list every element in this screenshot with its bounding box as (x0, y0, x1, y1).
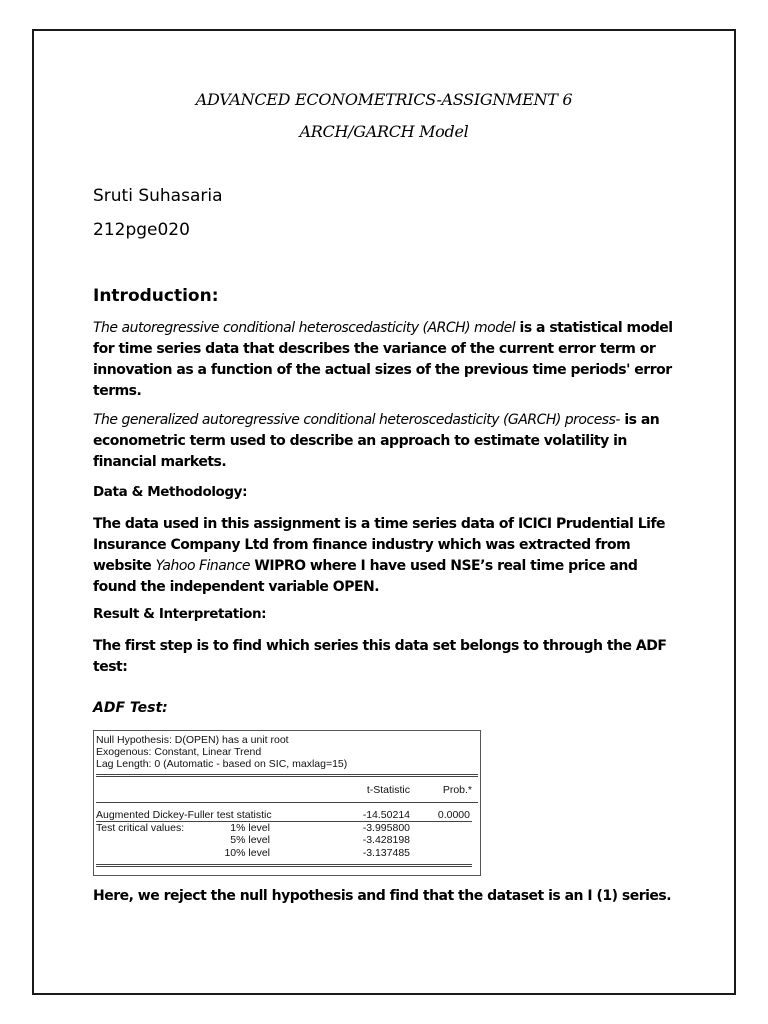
arch-paragraph (93, 318, 673, 402)
adf-statistic-value: -14.50214 (362, 809, 410, 821)
garch-definition: is an econometric term used to describe an approach to estimate volatility in financial markets. (93, 412, 660, 470)
data-source: Yahoo Finance (155, 558, 251, 574)
introduction-heading: Introduction: (93, 286, 219, 306)
arch-term: The autoregressive conditional heteroscedasticity (ARCH) model (93, 320, 516, 336)
null-hypothesis: Null Hypothesis: D(OPEN) has a unit root (96, 734, 289, 746)
author-name: Sruti Suhasaria (93, 186, 223, 206)
adf-statistic-prob: 0.0000 (437, 809, 470, 821)
crit-value: -3.137485 (362, 847, 410, 859)
crit-level: 10% level (224, 847, 270, 859)
adf-statistic-label: Augmented Dickey-Fuller test statistic (96, 809, 272, 821)
crit-level: 1% level (230, 822, 270, 834)
adf-test-output (93, 730, 481, 876)
col-header-prob: Prob.* (442, 784, 472, 796)
data-text-a: The data used in this assignment is a time series data of ICICI Prudential Life Insurance Company Ltd from finance industry which was extracted from website (93, 516, 666, 574)
table-rule-header (96, 802, 478, 803)
critical-values-label: Test critical values: (96, 822, 185, 834)
results-heading: Result & Interpretation: (93, 606, 267, 622)
table-rule-bottom (96, 864, 472, 867)
data-text-b: WIPRO where I have used NSE’s real time price and found the independent variable OPEN. (93, 558, 638, 595)
arch-definition: is a statistical model for time series data that describes the variance of the current error term or innovation as a function of the actual sizes of the previous time periods' error terms. (93, 320, 673, 399)
garch-term: The generalized autoregressive conditional heteroscedasticity (GARCH) process- (93, 412, 620, 428)
document-title: ADVANCED ECONOMETRICS-ASSIGNMENT 6 (195, 90, 573, 109)
adf-test-label: ADF Test: (93, 700, 168, 716)
table-rule-top (96, 774, 478, 777)
garch-paragraph (93, 410, 673, 473)
exogenous: Exogenous: Constant, Linear Trend (96, 746, 262, 758)
data-methodology-heading: Data & Methodology: (93, 484, 248, 500)
crit-value: -3.428198 (362, 834, 410, 846)
col-header-tstat: t-Statistic (366, 784, 410, 796)
document-subtitle: ARCH/GARCH Model (299, 122, 469, 141)
crit-level: 5% level (230, 834, 270, 846)
author-roll-number: 212pge020 (93, 220, 190, 240)
data-methodology-paragraph (93, 514, 673, 598)
conclusion-paragraph: Here, we reject the null hypothesis and find that the dataset is an I (1) series. (93, 888, 672, 904)
lag-length: Lag Length: 0 (Automatic - based on SIC, maxlag=15) (96, 758, 348, 770)
crit-value: -3.995800 (362, 822, 410, 834)
results-paragraph: The first step is to find which series this data set belongs to through the ADF test: (93, 638, 667, 675)
